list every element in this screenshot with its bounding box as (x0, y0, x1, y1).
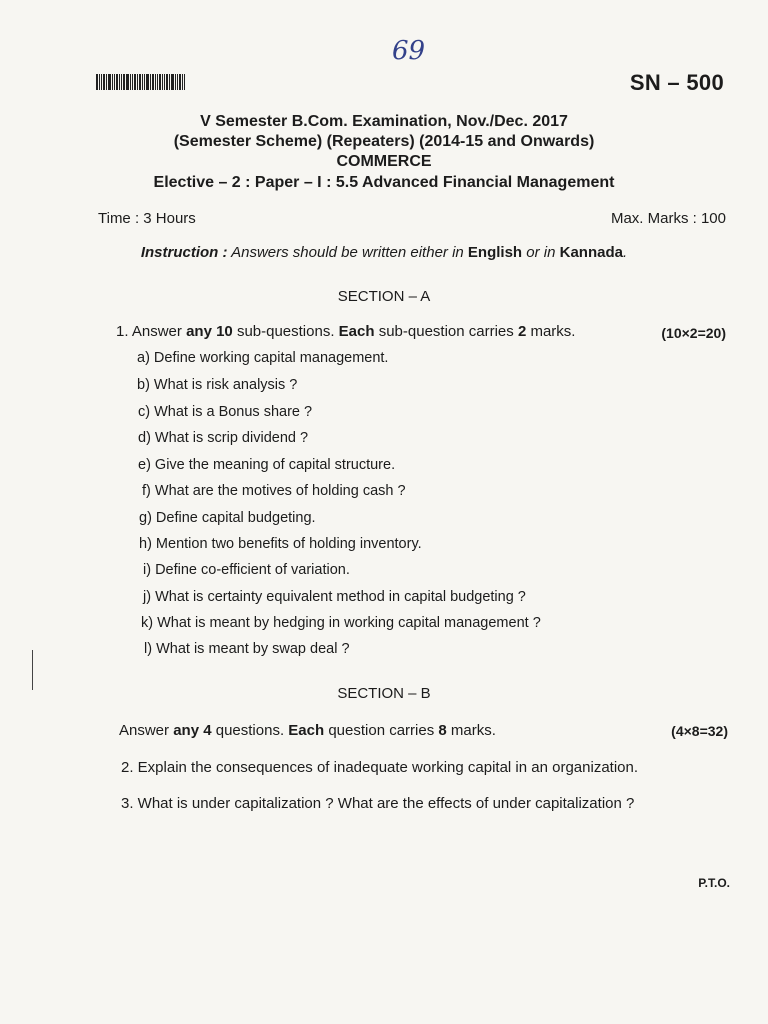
question-emphasis: 2 (517, 323, 527, 340)
barcode-bar (132, 74, 133, 90)
title-line-2: (Semester Scheme) (Repeaters) (2014-15 and Onwards) (173, 133, 595, 150)
question-text: Answer (131, 323, 182, 340)
barcode-bar (159, 74, 161, 90)
instruction-language-2: Kannada (559, 244, 623, 261)
sub-question: i) Define co-efficient of variation. (143, 562, 350, 578)
barcode-bar (166, 74, 168, 90)
question-2: 2. Explain the consequences of inadequate working capital in an organization. (121, 759, 639, 776)
sub-question: d) What is scrip dividend ? (138, 430, 309, 446)
barcode-bar (182, 74, 183, 90)
question-number: 1. (116, 323, 129, 340)
question-emphasis: any 10 (186, 323, 233, 340)
instruction-text-2: or in (526, 244, 556, 261)
section-a-marks: (10×2=20) (661, 325, 726, 341)
instruction-end: . (622, 244, 628, 261)
sub-question: c) What is a Bonus share ? (138, 404, 313, 420)
barcode-bar (123, 74, 125, 90)
barcode-bar (108, 74, 111, 90)
question-1 (116, 323, 575, 340)
barcode-bar (130, 74, 131, 90)
question-emphasis: 8 (438, 722, 447, 739)
max-marks: Max. Marks : 100 (610, 210, 726, 227)
barcode-bar (134, 74, 136, 90)
barcode-bar (146, 74, 149, 90)
barcode-bar (137, 74, 138, 90)
page-turn-note: P.T.O. (698, 876, 730, 890)
barcode-bar (106, 74, 107, 90)
question-text: questions. (215, 722, 285, 739)
question-3: 3. What is under capitalization ? What are the effects of under capitalization ? (121, 795, 635, 812)
barcode-bar (121, 74, 122, 90)
barcode-bar (157, 74, 158, 90)
barcode-bar (152, 74, 154, 90)
barcode-bar (116, 74, 118, 90)
title-line-3: COMMERCE (336, 153, 432, 170)
sub-question: j) What is certainty equivalent method in capital budgeting ? (143, 589, 526, 605)
barcode-bar (96, 74, 98, 90)
question-emphasis: Each (338, 323, 375, 340)
barcode-bar (171, 74, 174, 90)
barcode-bar (126, 74, 129, 90)
question-emphasis: any 4 (173, 722, 212, 739)
barcode (96, 74, 196, 90)
sub-question: l) What is meant by swap deal ? (144, 641, 350, 657)
handwritten-number: 69 (392, 36, 426, 66)
question-text: marks. (450, 722, 496, 739)
instruction (0, 244, 768, 261)
paper-code: SN – 500 (629, 70, 724, 95)
section-b-marks: (4×8=32) (671, 723, 728, 739)
sub-question: f) What are the motives of holding cash ? (142, 483, 406, 499)
barcode-bar (164, 74, 165, 90)
question-emphasis: Each (288, 722, 325, 739)
title-line-1: V Semester B.Com. Examination, Nov./Dec. 2017 (200, 113, 568, 130)
barcode-bar (184, 74, 185, 90)
sub-question: e) Give the meaning of capital structure. (138, 457, 396, 473)
instruction-language-1: English (467, 244, 523, 261)
sub-question: a) Define working capital management. (137, 350, 389, 366)
title-line-4: Elective – 2 : Paper – I : 5.5 Advanced Financial Management (153, 174, 615, 191)
barcode-bar (150, 74, 151, 90)
exam-title (0, 112, 768, 193)
barcode-bar (119, 74, 120, 90)
barcode-bar (162, 74, 163, 90)
barcode-bar (177, 74, 178, 90)
sub-question: k) What is meant by hedging in working capital management ? (141, 615, 541, 631)
scan-edge-mark (32, 650, 33, 690)
instruction-text: Answers should be written either in (231, 244, 464, 261)
barcode-bar (155, 74, 156, 90)
question-text: Answer (119, 722, 170, 739)
time-allowed: Time : 3 Hours (98, 210, 196, 227)
sub-question: h) Mention two benefits of holding inventory. (139, 536, 422, 552)
sub-question: g) Define capital budgeting. (139, 510, 316, 526)
barcode-bar (114, 74, 115, 90)
barcode-bar (103, 74, 105, 90)
instruction-label: Instruction : (140, 244, 228, 261)
section-b-heading: SECTION – B (337, 685, 431, 702)
sub-question: b) What is risk analysis ? (137, 377, 298, 393)
barcode-bar (144, 74, 145, 90)
barcode-bar (139, 74, 141, 90)
question-text: sub-questions. (236, 323, 335, 340)
question-text: sub-question carries (378, 323, 514, 340)
barcode-bar (175, 74, 176, 90)
barcode-bar (101, 74, 102, 90)
barcode-bar (99, 74, 100, 90)
barcode-bar (179, 74, 181, 90)
question-text: question carries (328, 722, 435, 739)
section-b-instruction (119, 722, 496, 739)
barcode-bar (112, 74, 113, 90)
section-a-heading: SECTION – A (337, 288, 431, 305)
barcode-bar (142, 74, 143, 90)
barcode-bar (169, 74, 170, 90)
question-text: marks. (530, 323, 576, 340)
